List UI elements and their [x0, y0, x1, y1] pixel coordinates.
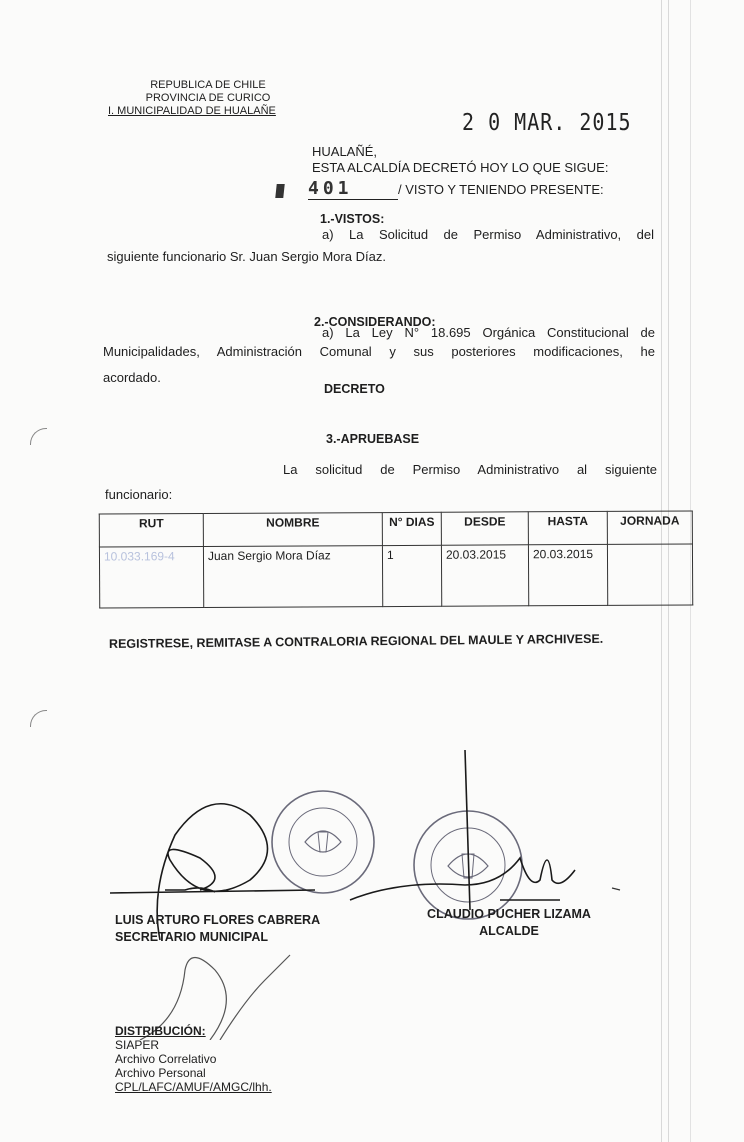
right-signature-icon [350, 750, 575, 910]
distribution-item: Archivo Correlativo [115, 1052, 217, 1066]
closing-order: REGISTRESE, REMITASE A CONTRALORIA REGIONAL DEL MAULE Y ARCHIVESE. [108, 631, 604, 651]
decreto-title: DECRETO [324, 382, 385, 396]
apruebase-title: 3.-APRUEBASE [326, 432, 420, 446]
permit-table [99, 510, 693, 608]
letterhead-country: REPUBLICA DE CHILE [150, 79, 266, 91]
left-signatory-name: LUIS ARTURO FLORES CABRERA [115, 913, 321, 927]
col-jornada: JORNADA [607, 511, 692, 544]
table-header-row [99, 511, 692, 547]
considerando-title: 2.-CONSIDERANDO: [314, 315, 436, 329]
handwritten-mark-icon [275, 184, 284, 198]
left-signatory [115, 912, 320, 946]
decree-number: 401 [308, 178, 398, 200]
col-nombre: NOMBRE [203, 513, 382, 547]
distribution-item: SIAPER [115, 1038, 160, 1052]
considerando-line2: Municipalidades, Administración Comunal y sus posteriores modificaciones, he [103, 344, 655, 359]
decree-number-line [276, 178, 604, 200]
apruebase-line1: La solicitud de Permiso Administrativo al siguiente [283, 462, 657, 477]
right-signatory-role: ALCALDE [479, 924, 539, 938]
distribution-title: DISTRIBUCIÓN: [115, 1024, 206, 1038]
letterhead-province: PROVINCIA DE CURICO [145, 92, 271, 104]
table-row [99, 544, 692, 608]
col-rut: RUT [99, 514, 203, 548]
right-signatory [425, 906, 593, 940]
col-desde: DESDE [441, 512, 528, 545]
distribution-item: Archivo Personal [115, 1066, 206, 1080]
col-dias: N° DIAS [382, 512, 441, 545]
letterhead [108, 79, 308, 118]
punch-hole-icon [30, 710, 47, 727]
left-signatory-role: SECRETARIO MUNICIPAL [115, 930, 269, 944]
visto-text: / VISTO Y TENIENDO PRESENTE: [398, 182, 604, 197]
right-signatory-name: CLAUDIO PUCHER LIZAMA [427, 907, 591, 921]
punch-hole-icon [30, 428, 47, 445]
intro-city: HUALAÑÉ, [312, 144, 378, 159]
ink-mark-icon [612, 888, 620, 890]
cell-dias: 1 [382, 545, 441, 606]
cell-desde: 20.03.2015 [441, 545, 528, 606]
distribution-initials: CPL/LAFC/AMUF/AMGC/lhh. [115, 1080, 272, 1094]
intro-block [312, 144, 608, 176]
cell-nombre: Juan Sergio Mora Díaz [203, 546, 382, 608]
vistos-title: 1.-VISTOS: [320, 212, 385, 226]
vistos-line1: a) La Solicitud de Permiso Administrativo, del [322, 227, 654, 242]
considerando-line1: a) La Ley N° 18.695 Orgánica Constitucional de [322, 325, 655, 340]
left-seal-icon [272, 791, 374, 893]
cell-hasta: 20.03.2015 [528, 544, 607, 605]
vistos-line2: siguiente funcionario Sr. Juan Sergio Mora Díaz. [107, 249, 386, 264]
signatures-and-seals [0, 740, 744, 1040]
date-stamp: 2 0 MAR. 2015 [462, 108, 632, 136]
apruebase-line2: funcionario: [105, 487, 173, 502]
cell-rut: 10.033.169-4 [99, 547, 203, 609]
col-hasta: HASTA [528, 511, 607, 544]
intro-line: ESTA ALCALDÍA DECRETÓ HOY LO QUE SIGUE: [312, 160, 609, 175]
letterhead-municipality: I. MUNICIPALIDAD DE HUALAÑE [108, 105, 276, 117]
distribution-block [115, 1024, 272, 1094]
cell-jornada [607, 544, 692, 605]
considerando-line3: acordado. [103, 370, 161, 385]
